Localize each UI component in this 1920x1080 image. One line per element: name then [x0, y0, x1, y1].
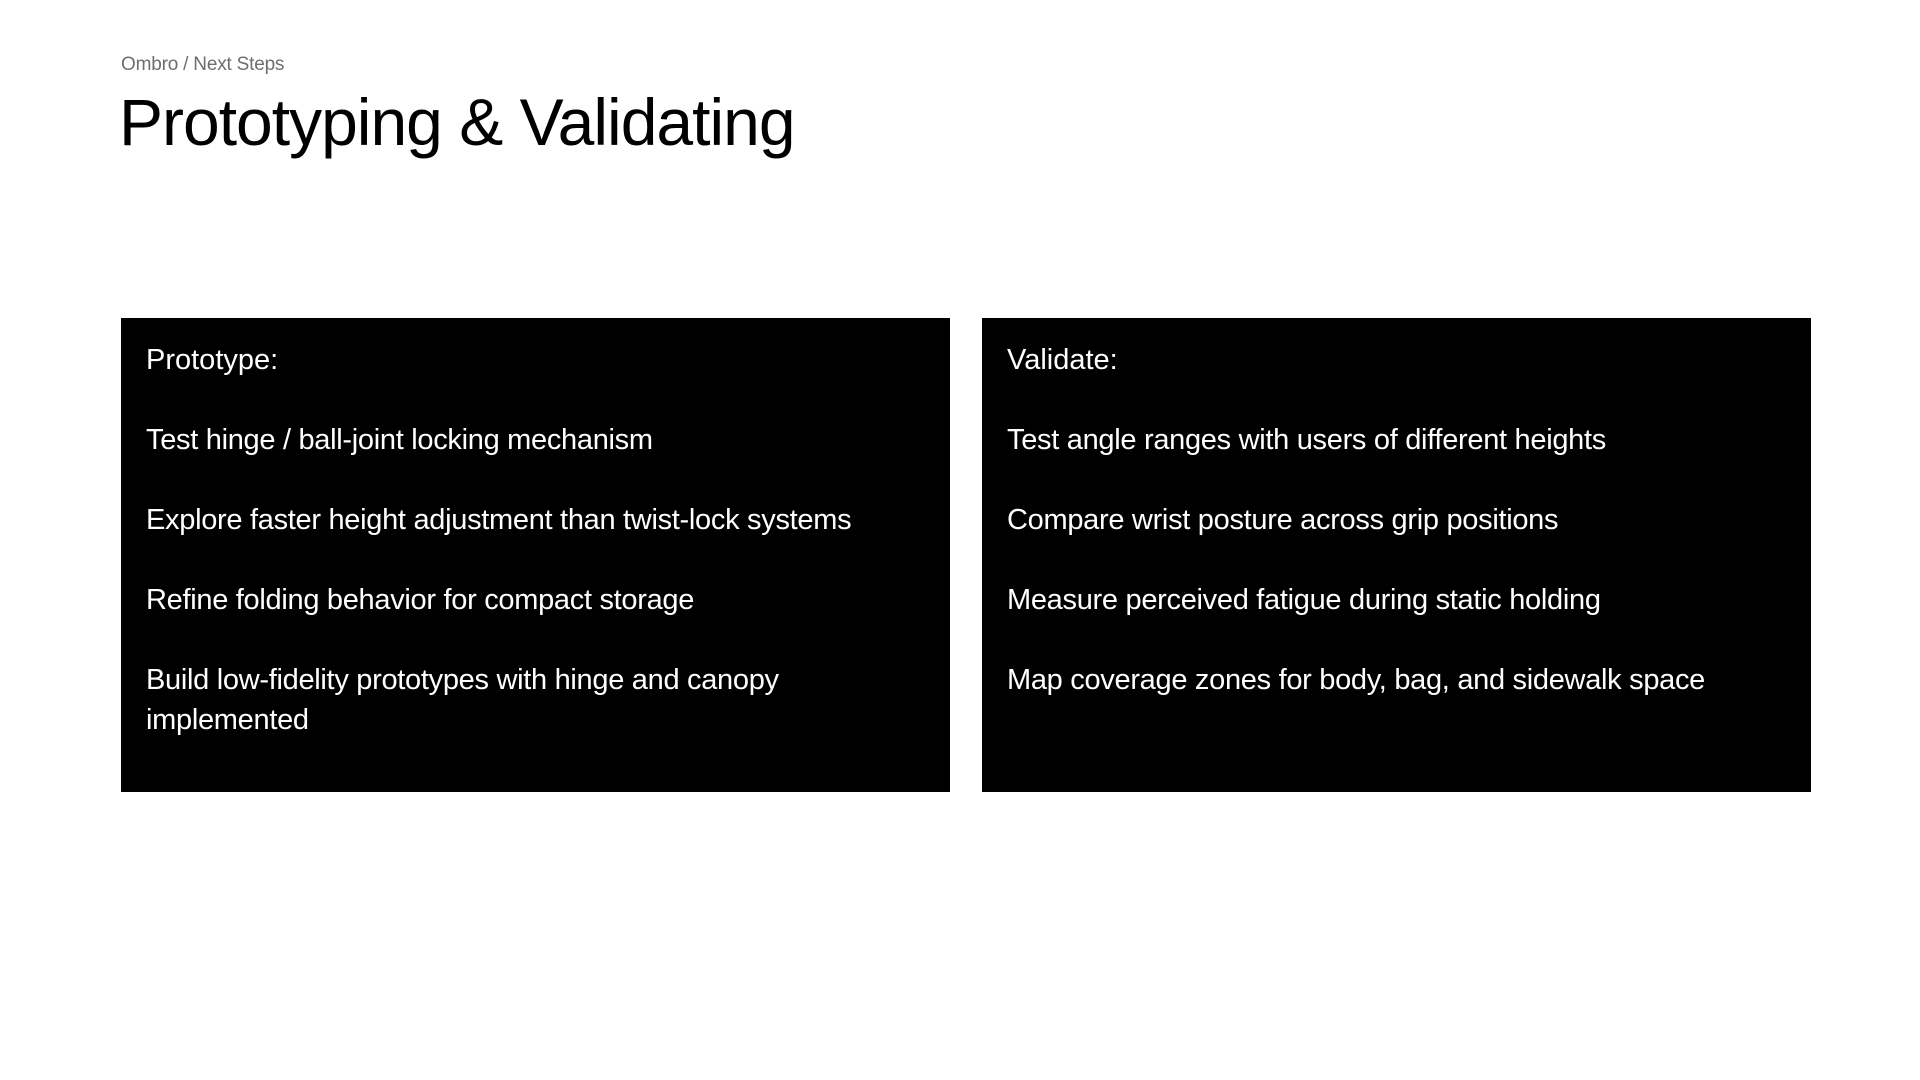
validate-card: [982, 318, 1811, 792]
validate-card-heading: Validate:: [1007, 344, 1118, 376]
list-item: Measure perceived fatigue during static holding: [1007, 584, 1601, 616]
breadcrumb: Ombro / Next Steps: [121, 54, 285, 75]
prototype-list: [146, 420, 925, 740]
prototype-card-heading: Prototype:: [146, 344, 279, 376]
list-item: Build low-fidelity prototypes with hinge and canopy implemented: [146, 664, 779, 736]
list-item: Map coverage zones for body, bag, and sidewalk space: [1007, 664, 1706, 696]
list-item: Test angle ranges with users of different heights: [1007, 424, 1606, 456]
prototype-card: [121, 318, 950, 792]
list-item: Compare wrist posture across grip positions: [1007, 504, 1559, 536]
validate-list: [1007, 420, 1786, 700]
list-item: Refine folding behavior for compact storage: [146, 584, 695, 616]
list-item: Test hinge / ball-joint locking mechanism: [146, 424, 653, 456]
page-title: Prototyping & Validating: [119, 85, 795, 159]
list-item: Explore faster height adjustment than twist-lock systems: [146, 504, 852, 536]
